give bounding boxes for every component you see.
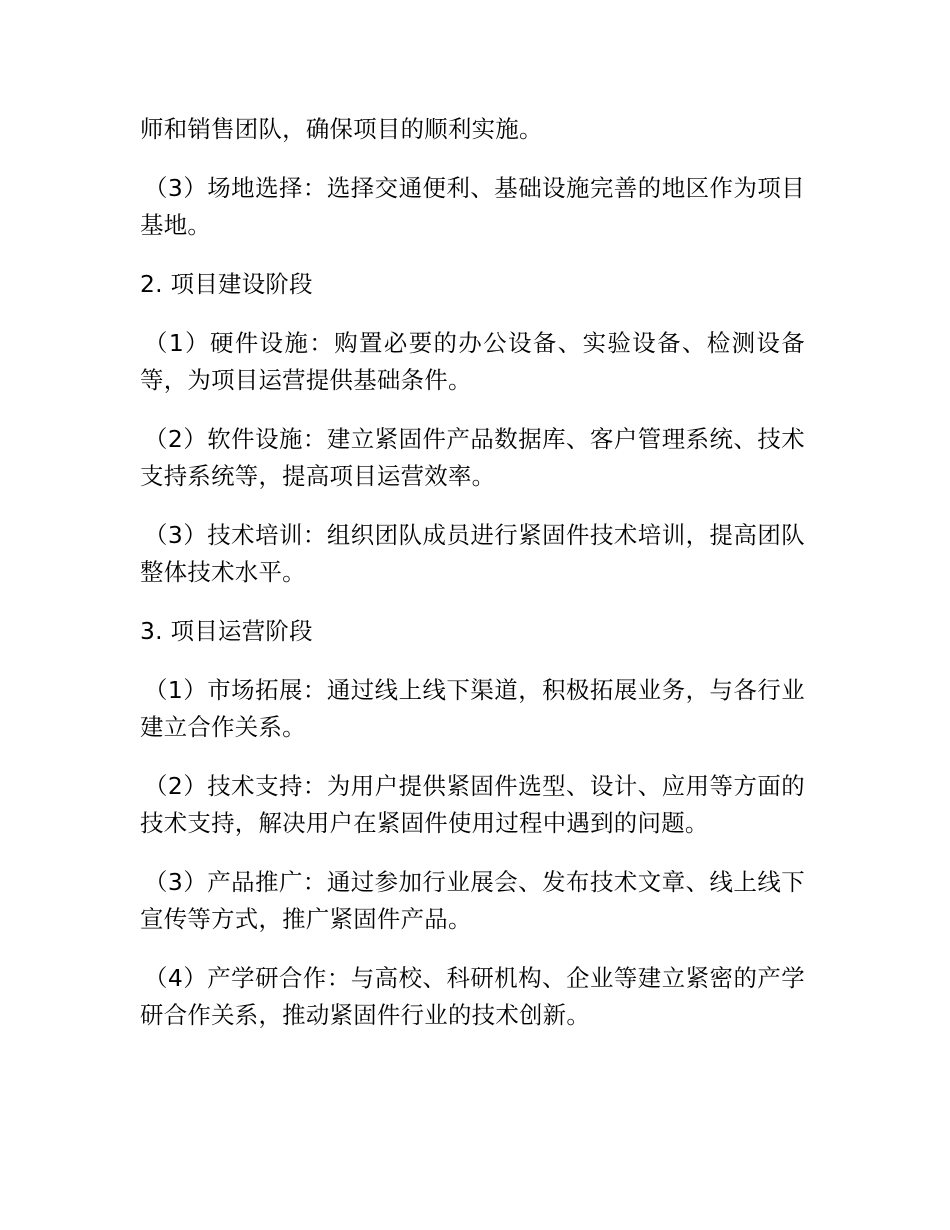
paragraph-site-selection: （3）场地选择：选择交通便利、基础设施完善的地区作为项目基地。 <box>140 174 805 239</box>
paragraph-promotion: （3）产品推广：通过参加行业展会、发布技术文章、线上线下宣传等方式，推广紧固件产品。 <box>140 868 805 933</box>
paragraph-training: （3）技术培训：组织团队成员进行紧固件技术培训，提高团队整体技术水平。 <box>140 521 805 586</box>
section-heading-operation: 3. 项目运营阶段 <box>140 617 313 645</box>
paragraph-cooperation: （4）产学研合作：与高校、科研机构、企业等建立紧密的产学研合作关系，推动紧固件行业的技术创新。 <box>140 964 805 1029</box>
section-heading-construction: 2. 项目建设阶段 <box>140 270 313 298</box>
paragraph-software: （2）软件设施：建立紧固件产品数据库、客户管理系统、技术支持系统等，提高项目运营效率。 <box>140 425 805 490</box>
paragraph-market-expansion: （1）市场拓展：通过线上线下渠道，积极拓展业务，与各行业建立合作关系。 <box>140 676 805 741</box>
paragraph-tech-support: （2）技术支持：为用户提供紧固件选型、设计、应用等方面的技术支持，解决用户在紧固件使用过程中遇到的问题。 <box>140 772 805 837</box>
paragraph-hardware: （1）硬件设施：购置必要的办公设备、实验设备、检测设备等，为项目运营提供基础条件。 <box>140 329 805 394</box>
paragraph-continuation: 师和销售团队，确保项目的顺利实施。 <box>140 115 543 143</box>
document-body <box>140 111 805 1056</box>
